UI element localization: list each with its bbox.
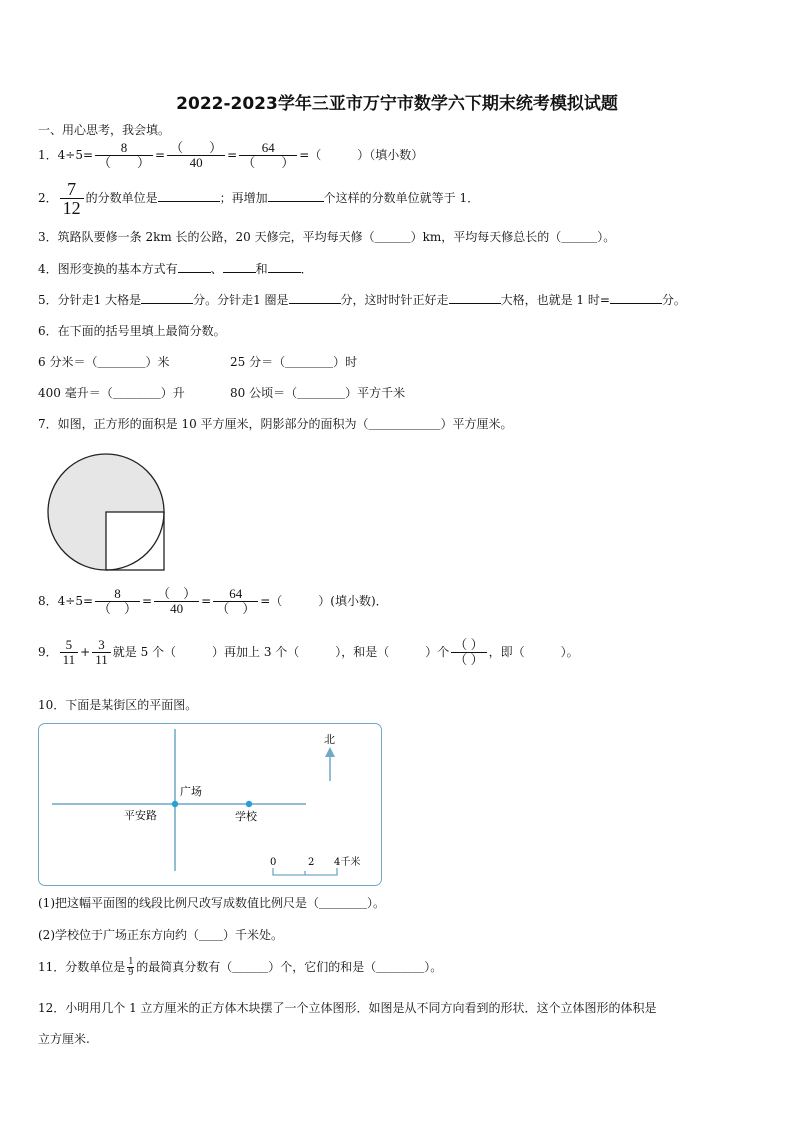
q8-f3-numerator: 64 (213, 587, 258, 602)
q1-f3-numerator: 64 (239, 141, 297, 156)
q2-text-1: 的分数单位是 (85, 191, 158, 205)
q5-blank-2[interactable] (289, 291, 341, 304)
q4-text-3: 和 (255, 262, 268, 276)
q8-fraction-1 (95, 587, 140, 616)
q9-text-1: 就是 5 个（ ）再加上 3 个（ ），和是（ ）个 (112, 645, 450, 659)
question-10-part-1: (1)把这幅平面图的线段比例尺改写成数值比例尺是（＿＿＿＿）。 (38, 896, 386, 910)
q2-fraction (60, 180, 84, 217)
q1-f1-denominator: （ ） (98, 155, 151, 170)
q2-blank-1[interactable] (158, 189, 220, 202)
q5-text-2: 分。分针走1 圈是 (193, 293, 289, 307)
q8-tail: =（ ）(填小数)． (260, 594, 388, 608)
q6-item-a: 6 分米＝（＿＿＿＿）米 (38, 355, 170, 369)
q1-fraction-2 (167, 141, 225, 170)
q5-text-3: 分，这时时针正好走 (340, 293, 449, 307)
q8-equals-2: = (201, 594, 212, 608)
road-label: 平安路 (124, 809, 157, 822)
scale-label-2: 2 (308, 857, 315, 868)
q9-fraction-2 (92, 638, 111, 667)
q1-f3-denominator: （ ） (242, 155, 295, 170)
q11-text-2: 的最简真分数有（＿＿＿）个，它们的和是（＿＿＿＿）。 (136, 960, 443, 974)
q11-text-1: 11．分数单位是 (38, 960, 126, 974)
q8-number: 8． (38, 594, 58, 608)
q1-fraction-1 (95, 141, 153, 170)
q8-fraction-2 (154, 587, 199, 616)
question-12: 12．小明用几个 1 立方厘米的正方体木块摆了一个立体图形．如图是从不同方向看到的形状．这个立体图形的体积是 (38, 1001, 657, 1015)
scale-label-4: 4千米 (334, 857, 361, 868)
question-3: 3．筑路队要修一条 2km 长的公路，20 天修完，平均每天修（＿＿＿）km，平均每天修总长的（＿＿＿）。 (38, 230, 616, 244)
q4-blank-3[interactable] (268, 260, 301, 273)
north-label: 北 (324, 733, 335, 746)
street-map (38, 723, 382, 886)
q9-fraction-1 (60, 638, 79, 667)
q6-item-d: 80 公顷＝（＿＿＿＿）平方千米 (230, 386, 406, 400)
q5-text-4: 大格，也就是 1 时= (500, 293, 610, 307)
school-label: 学校 (235, 810, 257, 823)
question-9 (38, 638, 579, 667)
q2-denominator: 12 (62, 198, 81, 218)
q5-text-1: 5．分针走1 大格是 (38, 293, 142, 307)
section-heading: 一、用心思考，我会填。 (38, 123, 171, 137)
page-title: 2022-2023学年三亚市万宁市数学六下期末统考模拟试题 (176, 94, 618, 114)
question-4 (38, 260, 313, 277)
q1-tail: =（ ）（填小数） (299, 148, 424, 162)
q8-lead: 4÷5= (57, 594, 94, 608)
question-2 (38, 180, 479, 217)
q9-number: 9． (38, 645, 58, 659)
q7-circle-figure (44, 452, 170, 572)
q4-text-2: 、 (210, 262, 223, 276)
q1-lead: 4÷5= (57, 148, 94, 162)
q4-text-4: ． (300, 262, 313, 276)
q9-f3-denominator: （ ） (454, 652, 484, 667)
q8-fraction-3 (213, 587, 258, 616)
q9-f2-numerator: 3 (92, 638, 111, 653)
question-12-continued: 立方厘米. (38, 1032, 90, 1046)
question-10: 10．下面是某街区的平面图。 (38, 698, 198, 712)
q1-fraction-3 (239, 141, 297, 170)
q1-f2-numerator: （ ） (167, 141, 225, 156)
q4-blank-2[interactable] (223, 260, 256, 273)
q2-text-2: ；再增加 (219, 191, 268, 205)
q1-number: 1． (38, 148, 58, 162)
question-7: 7．如图，正方形的面积是 10 平方厘米，阴影部分的面积为（＿＿＿＿＿＿）平方厘米。 (38, 417, 513, 431)
q11-numerator: 1 (128, 956, 134, 967)
q7-square (106, 512, 164, 570)
q5-blank-4[interactable] (610, 291, 662, 304)
q11-denominator: 9 (128, 967, 134, 978)
q9-f3-numerator: （ ） (451, 638, 486, 653)
q1-equals-1: = (155, 148, 166, 162)
q8-f1-numerator: 8 (95, 587, 140, 602)
q8-f2-denominator: 40 (170, 601, 184, 616)
q9-f2-denominator: 11 (95, 652, 108, 667)
question-6: 6．在下面的括号里填上最简分数。 (38, 324, 226, 338)
q2-numerator: 7 (60, 180, 84, 199)
scale-label-0: 0 (270, 857, 277, 868)
q9-fraction-3 (451, 638, 486, 667)
question-10-part-2: (2)学校位于广场正东方向约（＿＿）千米处。 (38, 928, 283, 942)
q6-item-b: 25 分＝（＿＿＿＿）时 (230, 355, 358, 369)
q11-fraction (127, 957, 134, 978)
q4-text-1: 4．图形变换的基本方式有 (38, 262, 178, 276)
square-label: 广场 (180, 785, 202, 798)
question-5 (38, 291, 686, 308)
q8-f1-denominator: （ ） (98, 601, 138, 616)
q1-equals-2: = (227, 148, 238, 162)
square-point (172, 801, 178, 807)
q9-text-2: ，即（ ）。 (488, 645, 579, 659)
question-1 (38, 141, 423, 170)
q1-f2-denominator: 40 (189, 155, 203, 170)
q8-f3-denominator: （ ） (216, 601, 256, 616)
q8-f2-numerator: （ ） (154, 587, 199, 602)
q2-text-3: 个这样的分数单位就等于 1． (323, 191, 480, 205)
q9-f1-denominator: 11 (62, 652, 76, 667)
q1-f1-numerator: 8 (95, 141, 153, 156)
q5-text-5: 分。 (661, 293, 686, 307)
question-11 (38, 957, 442, 978)
q2-number: 2． (38, 191, 58, 205)
scale-bar (273, 868, 337, 875)
q5-blank-1[interactable] (141, 291, 193, 304)
q9-plus: + (80, 645, 91, 659)
q6-item-c: 400 毫升＝（＿＿＿＿）升 (38, 386, 185, 400)
north-arrow-icon (325, 747, 335, 757)
question-8 (38, 587, 388, 616)
q4-blank-1[interactable] (178, 260, 211, 273)
q9-f1-numerator: 5 (60, 638, 79, 653)
q8-equals-1: = (142, 594, 153, 608)
school-point (246, 801, 252, 807)
q2-blank-2[interactable] (268, 189, 324, 202)
q5-blank-3[interactable] (449, 291, 501, 304)
